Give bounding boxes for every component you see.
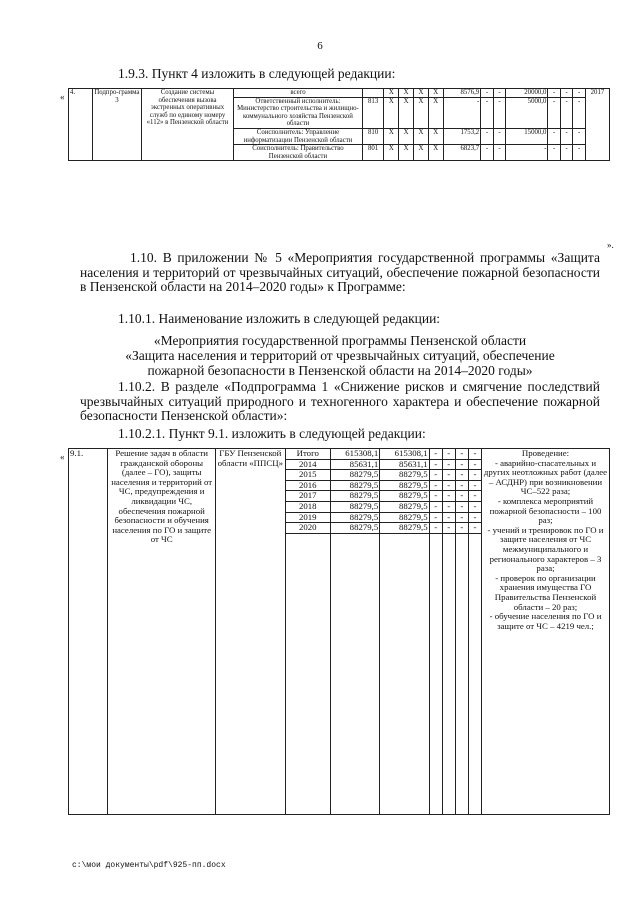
dash-cell: - [573, 89, 586, 98]
title-line-2: «Защита населения и территорий от чрезвычайных ситуаций, обеспечение [125, 348, 555, 363]
dash-cell: - [560, 97, 573, 128]
dash-cell: - [493, 145, 506, 161]
x-cell: Х [414, 97, 429, 128]
amount-cell: 15000,0 [506, 128, 548, 144]
quote-close-1: ». [607, 240, 614, 250]
page-number: 6 [317, 40, 323, 52]
paragraph-1-10: 1.10. В приложении № 5 «Мероприятия государственной программы «Защита населения и территорий от чрезвычайных ситуаций, обеспечение пожарной безопасности в Пензенской области на 2014–2020 годы» к Программе: [80, 250, 600, 295]
year-cell: Итого [285, 449, 330, 460]
dash-cell: - [560, 145, 573, 161]
dash-cell: - [455, 491, 468, 502]
executor-cell: всего [234, 89, 363, 98]
measure-name-cell: Создание системы обеспечения вызова экстренных оперативных служб по единому номеру «112» в Пензенской области [141, 89, 233, 161]
dash-cell: - [481, 97, 494, 128]
dash-cell: - [493, 128, 506, 144]
dash-cell: - [560, 89, 573, 98]
amount-cell: 88279,5 [330, 470, 379, 481]
x-cell: Х [414, 128, 429, 144]
result-line: - аварийно-спасательных и других неотложных работ (далее – АСДНР) при возникновении ЧС–522 раза; [483, 457, 608, 497]
result-cell [482, 449, 610, 815]
dash-cell: - [442, 512, 455, 523]
result-line: - проверок по организации хранения имущества ГО Правительства Пензенской области – 20 раз; [494, 572, 597, 612]
paragraph-1-10-2: 1.10.2. В разделе «Подпрограмма 1 «Снижение рисков и смягчение последствий чрезвычайных ситуаций природного и техногенного характера и обеспечение пожарной безопасности Пензенской области»: [80, 379, 600, 424]
paragraph-1-10-1: 1.10.1. Наименование изложить в следующей редакции: [118, 311, 441, 326]
dash-cell: - [429, 470, 442, 481]
executor-cell: Ответственный исполнитель: Министерство строительства и жилищно-коммунального хозяйства Пензенской области [234, 97, 363, 128]
result-line: - комплекса мероприятий пожарной безопасности – 100 раз; [489, 495, 602, 526]
amount-cell: 88279,5 [380, 470, 429, 481]
x-cell: Х [399, 145, 414, 161]
empty-cell [442, 533, 455, 814]
amount-cell: 88279,5 [380, 512, 429, 523]
x-cell: Х [414, 145, 429, 161]
dash-cell: - [429, 501, 442, 512]
dash-cell: - [455, 459, 468, 470]
dash-cell: - [548, 89, 561, 98]
dash-cell: - [442, 523, 455, 534]
amount-cell: 5000,0 [506, 97, 548, 128]
item-number: 9.1. [69, 449, 108, 815]
x-cell: Х [428, 145, 443, 161]
code-cell: 810 [362, 128, 384, 144]
dash-cell: - [573, 128, 586, 144]
amount-cell: 88279,5 [330, 512, 379, 523]
amount-cell: 85631,1 [380, 459, 429, 470]
amount-cell: 88279,5 [380, 501, 429, 512]
result-line: - учений и тренировок по ГО и защите населения от ЧС межмуниципального и регионального характеров – 3 раза; [487, 524, 604, 574]
executor-cell: Соисполнитель: Правительство Пензенской области [234, 145, 363, 161]
dash-cell: - [468, 449, 481, 460]
dash-cell: - [429, 512, 442, 523]
paragraph-1-10-2-1: 1.10.2.1. Пункт 9.1. изложить в следующей редакции: [118, 426, 426, 441]
year-cell: 2017 [585, 89, 609, 161]
dash-cell: - [455, 449, 468, 460]
year-cell: 2017 [285, 491, 330, 502]
dash-cell: - [481, 128, 494, 144]
organization-cell: ГБУ Пензенской области «ППСЦ» [216, 449, 286, 815]
dash-cell: - [455, 512, 468, 523]
amount-cell: 615308,1 [380, 449, 429, 460]
year-cell: 2020 [285, 523, 330, 534]
x-cell: Х [399, 97, 414, 128]
dash-cell: - [468, 523, 481, 534]
empty-cell [468, 533, 481, 814]
dash-cell: - [442, 470, 455, 481]
dash-cell: - [548, 145, 561, 161]
x-cell: Х [428, 97, 443, 128]
dash-cell: - [442, 480, 455, 491]
dash-cell: - [493, 89, 506, 98]
subprogram-cell: Подпро-грамма 3 [92, 89, 141, 161]
code-cell: 813 [362, 97, 384, 128]
code-cell [362, 89, 384, 98]
empty-cell [380, 533, 429, 814]
dash-cell: - [468, 501, 481, 512]
executor-cell: Соисполнитель: Управление информатизации Пензенской области [234, 128, 363, 144]
dash-cell: - [429, 491, 442, 502]
measures-table-item-9-1 [68, 448, 610, 815]
amount-cell: 88279,5 [330, 501, 379, 512]
dash-cell: - [455, 501, 468, 512]
amount-cell: - [506, 145, 548, 161]
task-cell: Решение задач в области гражданской обороны (далее – ГО), защиты населения и территорий от ЧС, предупреждения и ликвидации ЧС, обеспечения пожарной безопасности и обучения населения по ГО и защите от ЧС [108, 449, 216, 815]
dash-cell: - [493, 97, 506, 128]
quote-open-2: « [60, 452, 65, 462]
table-row [69, 449, 610, 460]
empty-cell [330, 533, 379, 814]
dash-cell: - [429, 480, 442, 491]
dash-cell: - [481, 145, 494, 161]
quote-open-1: « [60, 92, 65, 102]
x-cell: Х [428, 128, 443, 144]
amount-cell: 88279,5 [330, 480, 379, 491]
amount-cell: 615308,1 [330, 449, 379, 460]
dash-cell: - [442, 459, 455, 470]
dash-cell: - [455, 470, 468, 481]
x-cell: Х [399, 128, 414, 144]
amount-cell: 88279,5 [330, 491, 379, 502]
dash-cell: - [468, 459, 481, 470]
result-line: Проведение: [521, 448, 570, 458]
empty-cell [455, 533, 468, 814]
title-line-1: «Мероприятия государственной программы Пензенской области [153, 333, 527, 348]
dash-cell: - [442, 491, 455, 502]
dash-cell: - [573, 145, 586, 161]
title-line-3: пожарной безопасности в Пензенской области на 2014–2020 годы» [147, 363, 533, 378]
amount-cell: - [443, 97, 481, 128]
x-cell: Х [384, 128, 399, 144]
amount-cell: 88279,5 [380, 480, 429, 491]
dash-cell: - [573, 97, 586, 128]
dash-cell: - [468, 480, 481, 491]
dash-cell: - [455, 480, 468, 491]
amount-cell: 88279,5 [380, 523, 429, 534]
code-cell: 801 [362, 145, 384, 161]
dash-cell: - [442, 449, 455, 460]
dash-cell: - [442, 501, 455, 512]
section-1-9-3: 1.9.3. Пункт 4 изложить в следующей редакции: [118, 66, 396, 81]
empty-cell [285, 533, 330, 814]
amount-cell: 88279,5 [330, 523, 379, 534]
dash-cell: - [455, 523, 468, 534]
year-cell: 2018 [285, 501, 330, 512]
year-cell: 2014 [285, 459, 330, 470]
dash-cell: - [468, 512, 481, 523]
dash-cell: - [429, 449, 442, 460]
year-cell: 2015 [285, 470, 330, 481]
x-cell: Х [384, 97, 399, 128]
dash-cell: - [548, 128, 561, 144]
x-cell: Х [428, 89, 443, 98]
dash-cell: - [429, 459, 442, 470]
dash-cell: - [548, 97, 561, 128]
empty-cell [429, 533, 442, 814]
amount-cell: 88279,5 [380, 491, 429, 502]
x-cell: Х [384, 145, 399, 161]
table-row [69, 89, 610, 98]
item-number: 4. [69, 89, 93, 161]
x-cell: Х [399, 89, 414, 98]
year-cell: 2016 [285, 480, 330, 491]
dash-cell: - [468, 491, 481, 502]
amount-cell: 8576,9 [443, 89, 481, 98]
dash-cell: - [560, 128, 573, 144]
file-path-footer: c:\мои документы\pdf\925-пп.docx [72, 861, 226, 870]
result-line: - обучение населения по ГО и защите от ЧС – 4219 чел.; [489, 611, 602, 631]
amount-cell: 85631,1 [330, 459, 379, 470]
dash-cell: - [429, 523, 442, 534]
dash-cell: - [481, 89, 494, 98]
x-cell: Х [384, 89, 399, 98]
x-cell: Х [414, 89, 429, 98]
amount-cell: 6823,7 [443, 145, 481, 161]
program-table-item-4 [68, 88, 610, 161]
dash-cell: - [468, 470, 481, 481]
amount-cell: 1753,2 [443, 128, 481, 144]
year-cell: 2019 [285, 512, 330, 523]
amount-cell: 20000,0 [506, 89, 548, 98]
